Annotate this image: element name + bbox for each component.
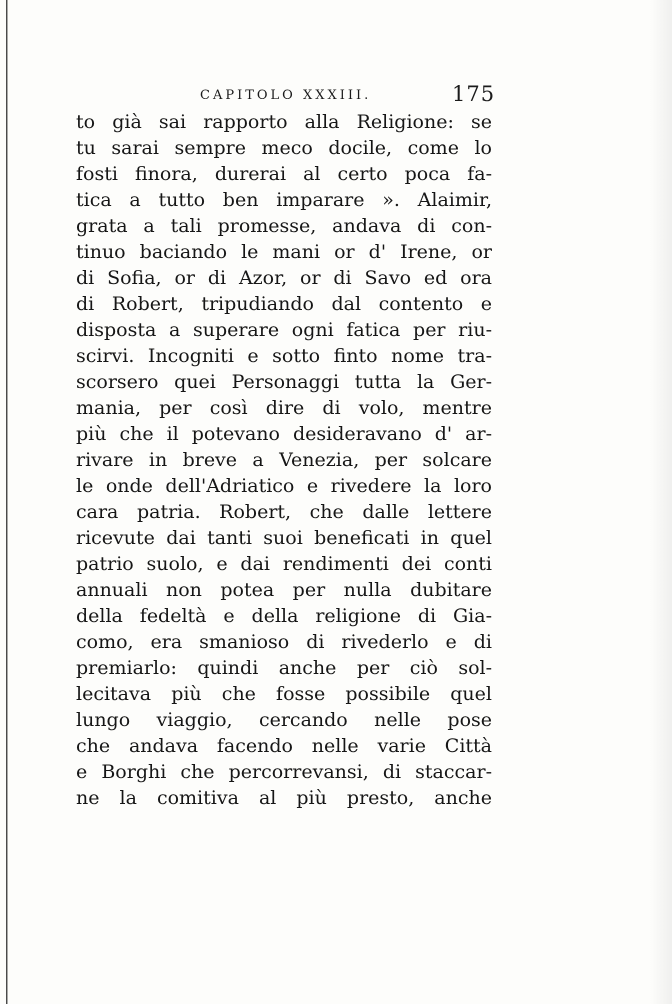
page-number: 175	[452, 82, 496, 106]
text-line: della fedeltà e della religione di Gia-	[76, 605, 492, 627]
text-line: che andava facendo nelle varie Città	[76, 735, 492, 757]
text-line: lungo viaggio, cercando nelle pose	[76, 709, 492, 731]
text-line: como, era smanioso di rivederlo e di	[76, 631, 492, 653]
text-line: mania, per così dire di volo, mentre	[76, 397, 492, 419]
text-line: patrio suolo, e dai rendimenti dei conti	[76, 553, 492, 575]
text-line: annuali non potea per nulla dubitare	[76, 579, 492, 601]
text-line: scorsero quei Personaggi tutta la Ger-	[76, 371, 492, 393]
text-line: premiarlo: quindi anche per ciò sol-	[76, 657, 492, 679]
page-shadow	[650, 0, 672, 1004]
text-line: di Robert, tripudiando dal contento e	[76, 293, 492, 315]
text-line: le onde dell'Adriatico e rivedere la loro	[76, 475, 492, 497]
page-header	[200, 82, 520, 108]
text-line: ne la comitiva al più presto, anche	[76, 787, 492, 809]
text-line: tinuo baciando le mani or d' Irene, or	[76, 241, 492, 263]
page-edge	[6, 0, 8, 1004]
text-line: più che il potevano desideravano d' ar-	[76, 423, 492, 445]
text-line: scirvi. Incogniti e sotto finto nome tra-	[76, 345, 492, 367]
text-line: tu sarai sempre meco docile, come lo	[76, 137, 492, 159]
text-line: disposta a superare ogni fatica per riu-	[76, 319, 492, 341]
text-line: e Borghi che percorrevansi, di staccar-	[76, 761, 492, 783]
body-text	[76, 109, 492, 811]
running-title: CAPITOLO XXXIII.	[200, 88, 372, 103]
text-line: ricevute dai tanti suoi beneficati in quel	[76, 527, 492, 549]
text-line: grata a tali promesse, andava di con-	[76, 215, 492, 237]
text-line: lecitava più che fosse possibile quel	[76, 683, 492, 705]
text-line: to già sai rapporto alla Religione: se	[76, 111, 492, 133]
text-line: rivare in breve a Venezia, per solcare	[76, 449, 492, 471]
text-line: fosti finora, durerai al certo poca fa-	[76, 163, 492, 185]
text-line: tica a tutto ben imparare ». Alaimir,	[76, 189, 492, 211]
text-line: cara patria. Robert, che dalle lettere	[76, 501, 492, 523]
text-line: di Sofia, or di Azor, or di Savo ed ora	[76, 267, 492, 289]
